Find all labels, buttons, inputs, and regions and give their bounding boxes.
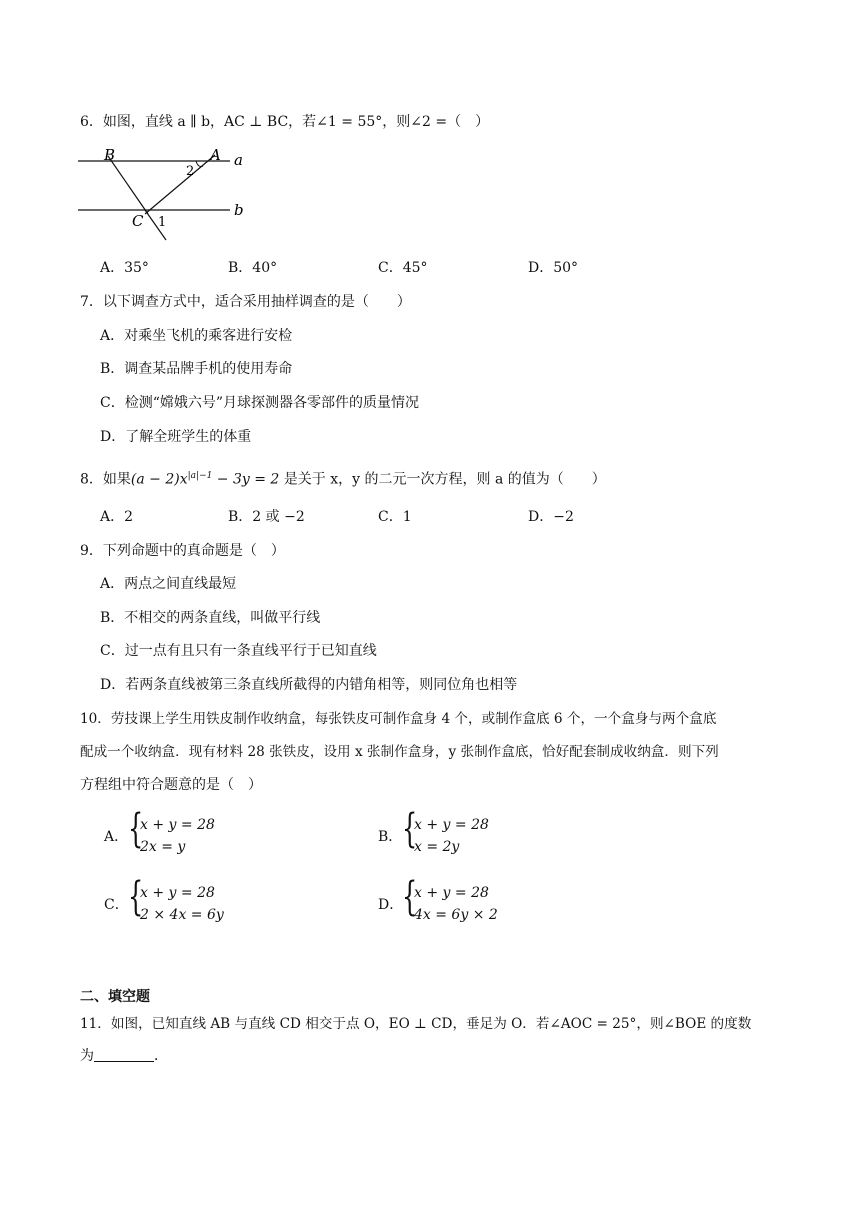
label-2: 2 [186, 164, 195, 179]
label-C: C [132, 212, 144, 230]
label-1: 1 [158, 215, 167, 230]
q10-option-a-system[interactable] [128, 806, 248, 859]
q10-option-a-label[interactable]: A． [104, 829, 129, 845]
q8-expr-exponent: |a|−1 [187, 471, 213, 481]
q9-stem: 9．下列命题中的真命题是（ ） [80, 543, 285, 559]
q6-option-b[interactable]: B．40° [228, 260, 278, 276]
q10-option-c-system[interactable] [128, 874, 248, 927]
q11-line-2-prefix: 为 [80, 1048, 94, 1064]
q10-stem-line-1: 10．劳技课上学生用铁皮制作收纳盒，每张铁皮可制作盒身 4 个，或制作盒底 6 个，一个盒身与两个盒底 [80, 711, 717, 727]
label-B: B [104, 146, 116, 164]
q8-stem-prefix: 8．如果 [80, 471, 131, 488]
q10-option-d-label[interactable]: D． [378, 897, 404, 913]
q10-option-d-eq2: 4x = 6y × 2 [414, 907, 498, 923]
q10-option-c-eq2: 2 × 4x = 6y [140, 907, 224, 923]
label-b: b [234, 201, 244, 219]
brace-icon: { [402, 806, 418, 852]
q10-option-a-eq2: 2x = y [140, 839, 186, 855]
q10-option-d-system[interactable] [402, 874, 522, 927]
label-A: A [210, 146, 221, 164]
q10-stem-line-3: 方程组中符合题意的是（ ） [80, 777, 262, 793]
q7-option-d[interactable]: D．了解全班学生的体重 [100, 429, 252, 445]
q10-option-c-eq1: x + y = 28 [140, 885, 215, 901]
q9-option-d[interactable]: D．若两条直线被第三条直线所截得的内错角相等，则同位角也相等 [100, 677, 518, 693]
q10-option-d-eq1: x + y = 28 [414, 885, 489, 901]
q8-option-c[interactable]: C．1 [378, 509, 412, 525]
brace-icon: { [128, 806, 144, 852]
answer-blank[interactable] [94, 1047, 154, 1062]
line-AC [145, 155, 215, 214]
q8-expr-rest: − 3y = 2 [212, 471, 280, 488]
q7-stem: 7．以下调查方式中，适合采用抽样调查的是（ ） [80, 294, 411, 310]
q10-option-b-eq1: x + y = 28 [414, 817, 489, 833]
q8-option-d[interactable]: D．−2 [528, 509, 574, 525]
q7-option-b[interactable]: B．调查某品牌手机的使用寿命 [100, 361, 293, 377]
q6-figure [70, 142, 260, 242]
brace-icon: { [402, 874, 418, 920]
q6-stem: 6．如图，直线 a ∥ b，AC ⊥ BC，若∠1 = 55°，则∠2 =（ ） [80, 114, 490, 130]
q10-stem-line-2: 配成一个收纳盒．现有材料 28 张铁皮，设用 x 张制作盒身，y 张制作盒底，恰好配套制成收纳盒．则下列 [80, 744, 719, 760]
line-BC [108, 156, 148, 214]
q11-line-2 [80, 1046, 168, 1066]
q10-option-b-label[interactable]: B． [378, 829, 403, 845]
q9-option-b[interactable]: B．不相交的两条直线，叫做平行线 [100, 610, 321, 626]
q9-option-a[interactable]: A．两点之间直线最短 [100, 576, 237, 592]
brace-icon: { [128, 874, 144, 920]
q6-option-c[interactable]: C．45° [378, 260, 428, 276]
q11-line-1: 11．如图，已知直线 AB 与直线 CD 相交于点 O，EO ⊥ CD，垂足为 O．若∠AOC = 25°，则∠BOE 的度数 [80, 1016, 752, 1032]
q7-option-a[interactable]: A．对乘坐飞机的乘客进行安检 [100, 328, 293, 344]
q8-expr-base: (a − 2)x [130, 471, 188, 488]
q11-line-2-suffix: ． [154, 1048, 168, 1064]
q8-stem-suffix: 是关于 x，y 的二元一次方程，则 a 的值为（ ） [283, 471, 606, 488]
q10-option-a-eq1: x + y = 28 [140, 817, 215, 833]
q8-stem [80, 466, 606, 490]
q8-option-a[interactable]: A．2 [100, 509, 134, 525]
q10-option-b-system[interactable] [402, 806, 522, 859]
label-a: a [234, 151, 243, 169]
q6-option-a[interactable]: A．35° [100, 260, 149, 276]
section-title: 二、填空题 [80, 989, 150, 1005]
q8-option-b[interactable]: B．2 或 −2 [228, 509, 305, 525]
q9-option-c[interactable]: C．过一点有且只有一条直线平行于已知直线 [100, 643, 377, 659]
q10-option-c-label[interactable]: C． [104, 897, 129, 913]
q7-option-c[interactable]: C．检测“嫦娥六号”月球探测器各零部件的质量情况 [100, 395, 420, 411]
q6-option-d[interactable]: D．50° [528, 260, 579, 276]
q10-option-b-eq2: x = 2y [414, 839, 460, 855]
